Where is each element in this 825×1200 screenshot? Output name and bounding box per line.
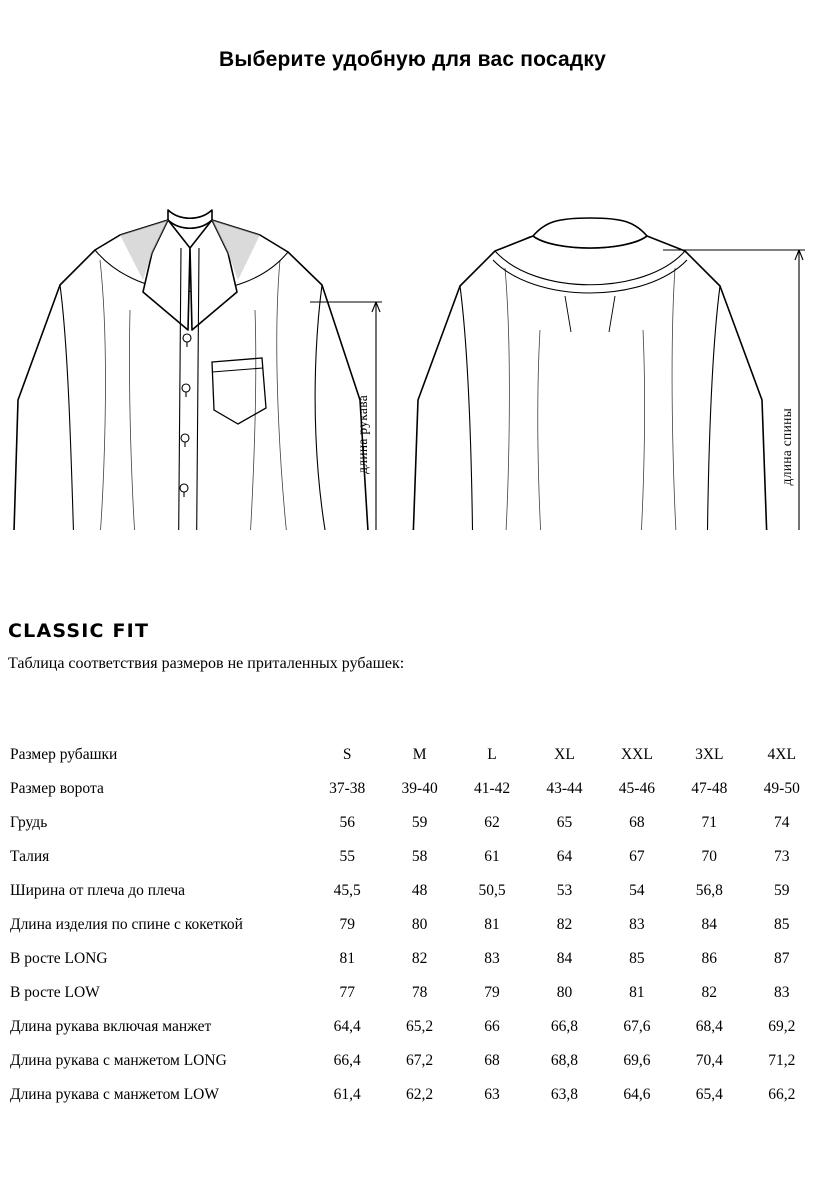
row-value: 63,8 [550,1086,579,1103]
row-value: 68,4 [695,1018,723,1035]
shirt-back-illustration [405,100,825,530]
row-value: 45,5 [333,882,361,899]
row-label: Ширина от плеча до плеча [10,882,186,899]
row-value: 83 [774,984,790,1001]
table-row [8,976,818,1010]
row-value: 61 [484,848,500,865]
row-label: В росте LOW [10,984,100,1001]
row-value: 69,6 [623,1052,651,1069]
back-length-label: длина спины [779,408,794,486]
row-value: 48 [411,882,428,899]
row-value: 84 [701,916,718,933]
row-value: 64,4 [333,1018,361,1035]
table-col-xl: XL [554,746,575,763]
row-value: 59 [411,814,428,831]
table-col-4xl: 4XL [767,746,796,763]
row-label: Длина рукава включая манжет [10,1018,212,1035]
row-value: 65,4 [695,1086,723,1103]
row-value: 55 [339,848,355,865]
row-value: 61,4 [333,1086,361,1103]
row-value: 65 [556,814,573,831]
table-row [8,840,818,874]
table-row [8,1044,818,1078]
row-value: 84 [556,950,573,967]
table-col-3xl: 3XL [695,746,724,763]
row-value: 68 [484,1052,500,1069]
row-value: 79 [339,916,355,933]
row-value: 66,8 [550,1018,579,1035]
row-value: 82 [701,984,718,1001]
row-value: 81 [629,984,645,1001]
row-value: 45-46 [618,780,655,797]
size-table [8,738,818,1112]
row-value: 78 [411,984,428,1001]
row-value: 39-40 [401,780,438,797]
table-header-label: Размер рубашки [10,746,118,763]
page-title: Выберите удобную для вас посадку [218,48,607,71]
row-value: 67,2 [406,1052,434,1069]
row-value: 70,4 [695,1052,723,1069]
row-value: 66 [484,1018,500,1035]
row-value: 77 [339,984,355,1001]
row-value: 66,4 [333,1052,361,1069]
row-value: 50,5 [478,882,506,899]
row-value: 81 [339,950,355,967]
row-value: 64 [556,848,573,865]
row-value: 80 [556,984,573,1001]
row-label: Талия [10,848,50,865]
row-value: 56 [339,814,355,831]
row-value: 71,2 [768,1052,796,1069]
row-value: 79 [484,984,500,1001]
shirt-front-illustration [0,100,400,530]
row-value: 80 [411,916,428,933]
row-value: 73 [774,848,790,865]
table-row [8,942,818,976]
row-value: 71 [701,814,718,831]
row-label: В росте LONG [10,950,108,967]
row-value: 85 [629,950,645,967]
row-label: Длина рукава с манжетом LOW [10,1086,220,1103]
row-value: 65,2 [406,1018,434,1035]
table-col-l: L [487,746,497,763]
table-col-m: M [412,746,427,763]
row-value: 68,8 [550,1052,579,1069]
table-row [8,772,818,806]
table-row [8,806,818,840]
row-value: 53 [556,882,573,899]
row-value: 58 [411,848,428,865]
row-label: Длина рукава с манжетом LONG [10,1052,227,1069]
table-row [8,1078,818,1112]
row-value: 59 [774,882,790,899]
row-label: Грудь [10,814,48,831]
row-value: 86 [701,950,718,967]
table-row [8,908,818,942]
row-value: 67,6 [623,1018,651,1035]
table-header-row [8,738,818,772]
table-col-xxl: XXL [620,746,653,763]
row-label: Длина изделия по спине с кокеткой [10,916,243,933]
row-value: 68 [629,814,645,831]
fit-name: CLASSIC FIT [8,620,150,642]
row-value: 67 [629,848,645,865]
row-value: 47-48 [691,780,728,797]
row-value: 83 [484,950,500,967]
row-value: 83 [629,916,645,933]
row-value: 54 [629,882,645,899]
row-value: 62 [484,814,500,831]
row-value: 66,2 [768,1086,796,1103]
row-value: 82 [411,950,428,967]
row-value: 81 [484,916,500,933]
row-value: 56,8 [695,882,723,899]
row-value: 62,2 [406,1086,434,1103]
row-value: 37-38 [329,780,366,797]
row-value: 74 [774,814,790,831]
row-value: 43-44 [546,780,583,797]
row-value: 85 [774,916,790,933]
row-value: 69,2 [768,1018,796,1035]
table-col-s: S [342,746,352,763]
shirt-figures [0,90,825,560]
table-row [8,1010,818,1044]
fit-description: Таблица соответствия размеров не приталенных рубашек: [8,655,405,672]
table-row [8,874,818,908]
row-value: 63 [484,1086,500,1103]
row-value: 87 [774,950,790,967]
row-label: Размер ворота [10,780,104,797]
row-value: 64,6 [623,1086,651,1103]
row-value: 82 [556,916,573,933]
row-value: 41-42 [473,780,511,797]
sleeve-length-label: длина рукава [355,395,370,474]
row-value: 70 [701,848,718,865]
row-value: 49-50 [763,780,800,797]
